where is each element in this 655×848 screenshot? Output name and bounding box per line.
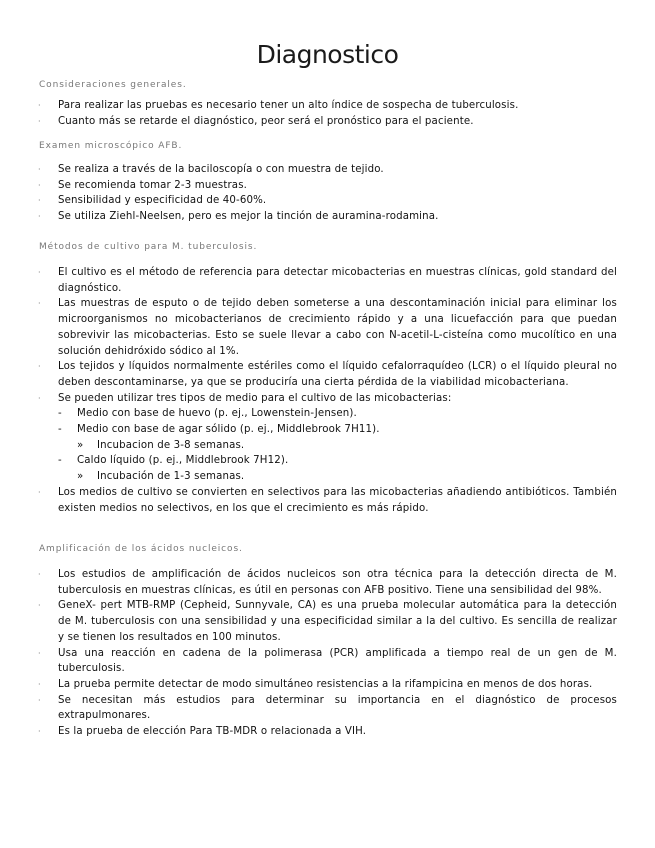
list-item: · Se utiliza Ziehl-Neelsen, pero es mejor la tinción de auramina-rodamina. — [0, 209, 655, 225]
sub-list-item: - Caldo líquido (p. ej., Middlebrook 7H12). — [0, 453, 655, 469]
list-item: · El cultivo es el método de referencia para detectar micobacterias en muestras clínicas, gold standard del diagnóstico. — [38, 267, 617, 294]
bullet-marker: · — [38, 212, 41, 222]
bullet-marker: · — [38, 165, 41, 174]
section-heading: Examen microscópico AFB. — [39, 141, 183, 151]
page-title: Diagnostico — [256, 40, 399, 69]
list-item: · Se recomienda tomar 2-3 muestras. — [0, 178, 655, 194]
list-item: · Se necesitan más estudios para determinar su importancia en el diagnóstico de procesos extrapulmonares. — [38, 694, 617, 722]
section-culture — [0, 241, 655, 516]
bullet-marker: · — [38, 180, 41, 190]
list-item: · GeneX- pert MTB-RMP (Cepheid, Sunnyvale, CA) es una prueba molecular automática para la detección de M. tuberculosis con una sensibilidad y una especificidad similar a la del cultivo. Es sencilla de realizar y se tienen los resultados en 100 minutos. — [38, 600, 617, 643]
bullet-list — [0, 98, 655, 129]
list-item: · Los estudios de amplificación de ácidos nucleicos son otra técnica para la detección directa de M. tuberculosis en muestras clínicas, es útil en personas con AFB positivo. Tiene una sensibilidad del 98%. — [38, 569, 617, 596]
bullet-marker: · — [38, 362, 41, 372]
list-item: · La prueba permite detectar de modo simultáneo resistencias a la rifampicina en menos de dos horas. — [0, 677, 655, 693]
bullet-marker: · — [38, 695, 41, 705]
bullet-marker: · — [38, 116, 41, 126]
sub-list-item: - Medio con base de agar sólido (p. ej., Middlebrook 7H11). — [0, 422, 655, 438]
bullet-marker: · — [38, 487, 41, 497]
list-item: · Es la prueba de elección Para TB-MDR o relacionada a VIH. — [0, 724, 655, 740]
section-amplification — [0, 543, 655, 740]
sub-sub-list-item: » Incubación de 1-3 semanas. — [0, 469, 655, 485]
chevron-marker: » — [77, 471, 84, 483]
list-item: · Para realizar las pruebas es necesario tener un alto índice de sospecha de tuberculosis. — [0, 98, 655, 114]
bullet-marker: · — [38, 393, 41, 403]
list-item: · Se pueden utilizar tres tipos de medio para el cultivo de las micobacterias: — [0, 391, 655, 407]
bullet-list — [0, 162, 655, 225]
bullet-marker: · — [38, 601, 41, 611]
section-heading: Amplificación de los ácidos nucleicos. — [39, 544, 243, 554]
section-heading: Métodos de cultivo para M. tuberculosis. — [39, 242, 258, 252]
dash-marker: - — [58, 455, 62, 467]
list-item: · Se realiza a través de la baciloscopía o con muestra de tejido. — [0, 162, 655, 178]
section-heading: Consideraciones generales. — [39, 80, 187, 90]
bullet-marker: · — [38, 299, 41, 309]
list-item: · Usa una reacción en cadena de la polimerasa (PCR) amplificada a tiempo real de un gen de M. tuberculosis. — [38, 647, 617, 675]
list-item: · Los medios de cultivo se convierten en selectivos para las micobacterias añadiendo antibióticos. También existen medios no selectivos, en los que el crecimiento es más rápido. — [38, 486, 617, 514]
bullet-marker: · — [38, 679, 41, 689]
list-item: · Los tejidos y líquidos normalmente estériles como el líquido cefalorraquídeo (LCR) o el líquido pleural no deben descontaminarse, ya que se produciría una cierta pérdida de la viabilidad micobacteriana. — [38, 361, 617, 388]
bullet-marker: · — [38, 101, 41, 110]
list-item: · Sensibilidad y especificidad de 40-60%. — [0, 193, 655, 209]
bullet-marker: · — [38, 570, 41, 579]
bullet-list — [0, 567, 655, 740]
bullet-marker: · — [38, 196, 41, 206]
sub-sub-list-item: » Incubacion de 3-8 semanas. — [0, 438, 655, 454]
section-afb — [0, 140, 655, 225]
list-item: · Las muestras de esputo o de tejido deben someterse a una descontaminación inicial para eliminar los microorganismos no micobacterianos de crecimiento rápido y a una licuefacción para que puedan sobrevivir las micobacterias. Esto se suele llevar a cabo con N-acetil-L-cisteína como mucolítico en una solución dehidróxido sódico al 1%. — [38, 298, 617, 357]
list-item: · Cuanto más se retarde el diagnóstico, peor será el pronóstico para el paciente. — [0, 114, 655, 130]
dash-marker: - — [58, 408, 62, 420]
bullet-marker: · — [38, 268, 41, 277]
bullet-list — [0, 265, 655, 516]
bullet-marker: · — [38, 727, 41, 737]
chevron-marker: » — [77, 439, 84, 451]
dash-marker: - — [58, 424, 62, 436]
bullet-marker: · — [38, 648, 41, 658]
sub-list-item: - Medio con base de huevo (p. ej., Lowenstein-Jensen). — [0, 406, 655, 422]
section-general — [0, 79, 655, 129]
